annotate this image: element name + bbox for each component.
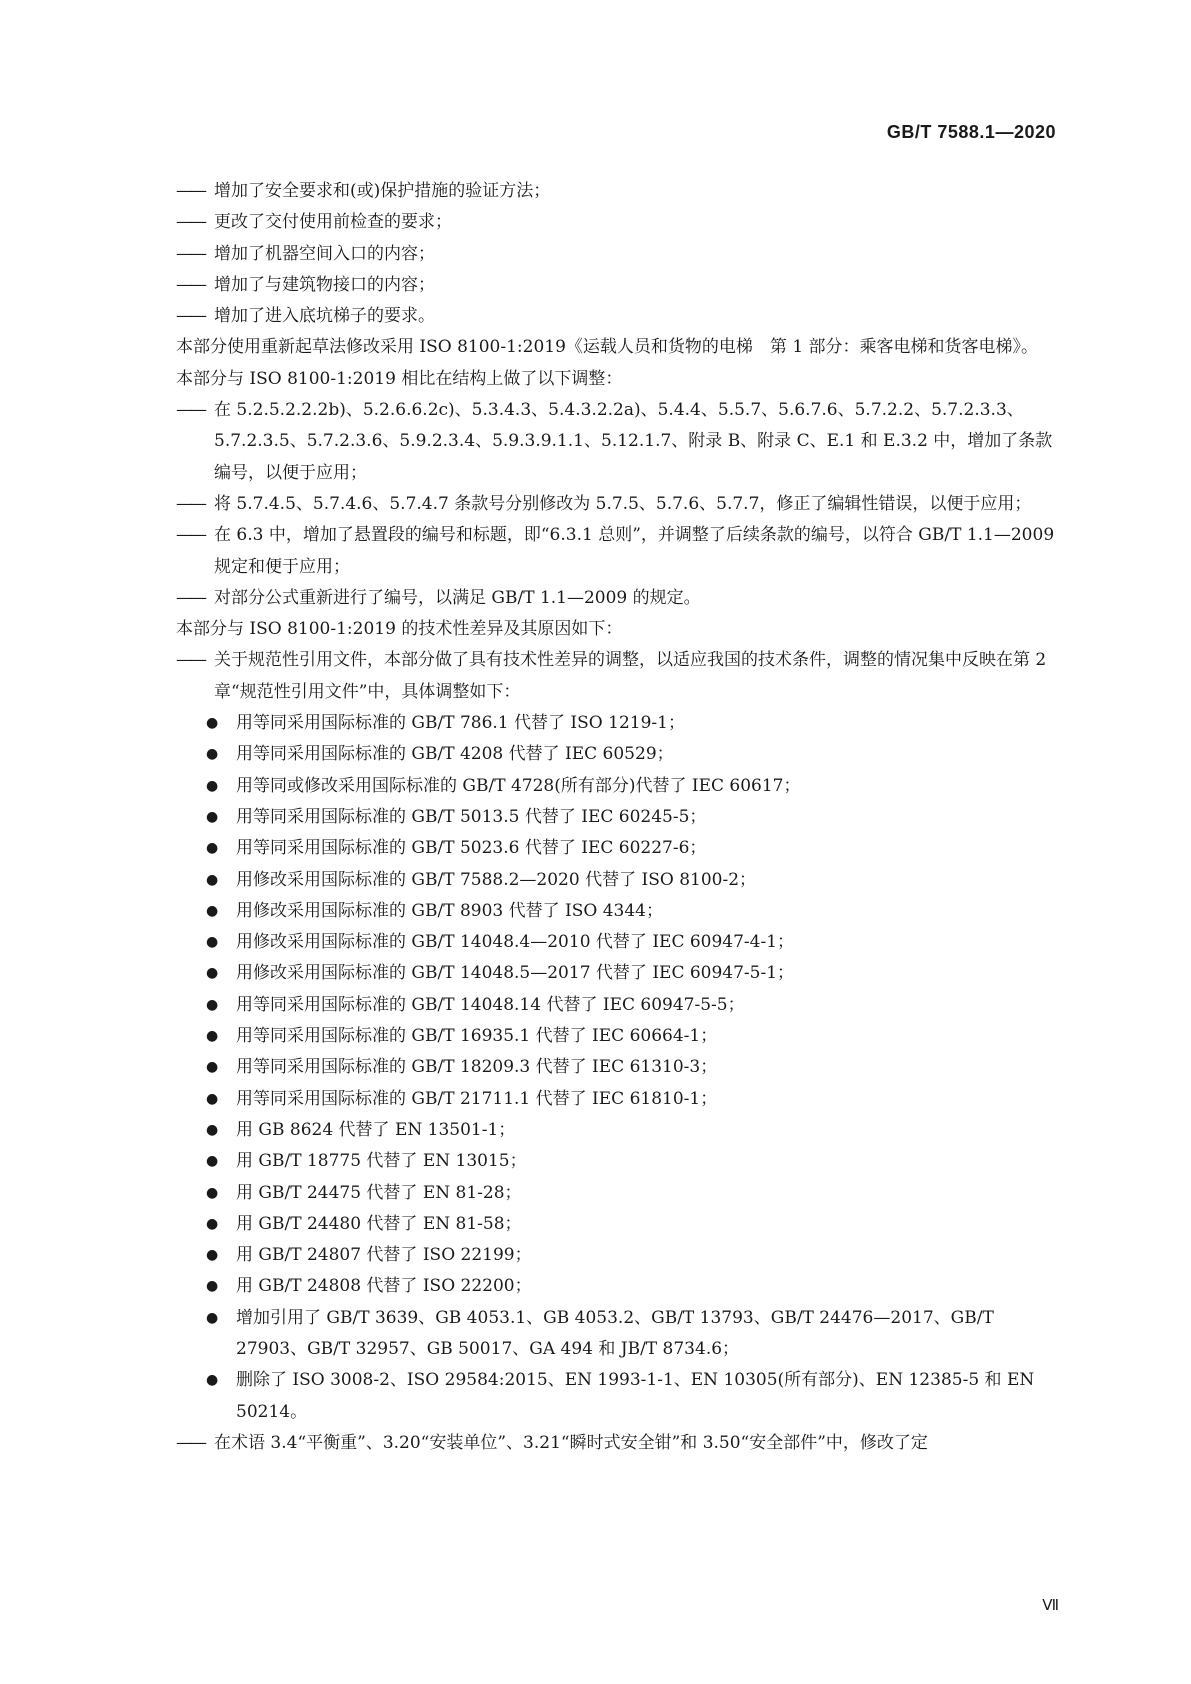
change-item-text: 增加了安全要求和(或)保护措施的验证方法；: [214, 181, 551, 201]
bullet-icon: ●: [206, 1215, 219, 1232]
bullet-icon: ●: [206, 1278, 219, 1295]
bullet-icon: ●: [206, 715, 219, 732]
structure-item: [176, 395, 1056, 489]
change-item: [176, 270, 1056, 301]
structure-item: [176, 489, 1056, 520]
dash-marker: ——: [176, 650, 204, 671]
reference-bullet: [206, 802, 1056, 833]
reference-bullet-text: 用修改采用国际标准的 GB/T 8903 代替了 ISO 4344；: [236, 900, 663, 921]
dash-marker: ——: [176, 274, 204, 295]
reference-bullet-text: 用等同采用国际标准的 GB/T 18209.3 代替了 IEC 61310-3；: [236, 1057, 718, 1078]
dash-marker: ——: [176, 306, 204, 327]
bullet-icon: ●: [206, 965, 219, 982]
reference-bullet-text: 用等同采用国际标准的 GB/T 5023.6 代替了 IEC 60227-6；: [236, 838, 707, 859]
structure-item-text: 在 6.3 中，增加了悬置段的编号和标题，即“6.3.1 总则”，并调整了后续条款的编号，以符合 GB/T 1.1—2009 规定和便于应用；: [214, 525, 1055, 577]
bullet-icon: ●: [206, 1247, 219, 1264]
reference-bullet: [206, 958, 1056, 989]
bullet-icon: ●: [206, 871, 219, 888]
bullet-icon: ●: [206, 777, 219, 794]
adoption-paragraph: 本部分使用重新起草法修改采用 ISO 8100-1:2019《运载人员和货物的电梯 第 1 部分：乘客电梯和货客电梯》。: [176, 337, 1039, 358]
reference-bullet-text: 用修改采用国际标准的 GB/T 7588.2—2020 代替了 ISO 8100-2；: [236, 869, 757, 890]
change-item: [176, 301, 1056, 332]
reference-bullet-text: 用修改采用国际标准的 GB/T 14048.5—2017 代替了 IEC 60947-5-1；: [236, 963, 795, 984]
reference-bullet-text: 用等同或修改采用国际标准的 GB/T 4728(所有部分)代替了 IEC 60617；: [236, 775, 801, 796]
reference-bullet: [206, 771, 1056, 802]
reference-bullet-text: 用 GB/T 24475 代替了 EN 81-28；: [236, 1182, 522, 1203]
structure-intro: 本部分与 ISO 8100-1:2019 相比在结构上做了以下调整：: [176, 368, 623, 389]
dash-marker: ——: [176, 493, 204, 514]
change-item-text: 增加了与建筑物接口的内容；: [214, 274, 435, 295]
reference-bullet: [206, 1052, 1056, 1083]
reference-bullet-text: 用 GB/T 18775 代替了 EN 13015；: [236, 1151, 527, 1172]
structure-adjustments-list: [176, 395, 1056, 614]
bullet-icon: ●: [206, 996, 219, 1013]
bullet-icon: ●: [206, 1059, 219, 1076]
reference-bullet-text: 删除了 ISO 3008-2、ISO 29584:2015、EN 1993-1-1、EN 10305(所有部分)、EN 12385-5 和 EN 50214。: [236, 1370, 1035, 1422]
change-item: [176, 207, 1056, 238]
page-body: [176, 176, 1056, 1459]
technical-difference-item: [176, 1428, 1056, 1459]
technical-difference-text: 关于规范性引用文件，本部分做了具有技术性差异的调整，以适应我国的技术条件，调整的情况集中反映在第 2 章“规范性引用文件”中，具体调整如下：: [214, 650, 1047, 702]
reference-bullet-text: 用 GB/T 24807 代替了 ISO 22199；: [236, 1245, 532, 1266]
change-item: [176, 239, 1056, 270]
bullet-icon: ●: [206, 902, 219, 919]
reference-bullet: [206, 1271, 1056, 1302]
reference-bullet: [206, 1365, 1056, 1428]
page-number: Ⅶ: [1042, 1598, 1059, 1614]
reference-bullets: [176, 708, 1056, 1428]
reference-bullet: [206, 1146, 1056, 1177]
bullet-icon: ●: [206, 1184, 219, 1201]
reference-bullet: [206, 1115, 1056, 1146]
bullet-icon: ●: [206, 746, 219, 763]
dash-marker: ——: [176, 181, 204, 201]
bullet-icon: ●: [206, 1153, 219, 1170]
reference-bullet-text: 用 GB/T 24480 代替了 EN 81-58；: [236, 1213, 522, 1234]
bullet-icon: ●: [206, 1090, 219, 1107]
dash-marker: ——: [176, 1432, 204, 1453]
reference-bullet-text: 用等同采用国际标准的 GB/T 16935.1 代替了 IEC 60664-1；: [236, 1026, 718, 1047]
reference-bullet: [206, 833, 1056, 864]
structure-item-text: 对部分公式重新进行了编号，以满足 GB/T 1.1—2009 的规定。: [214, 587, 701, 608]
dash-marker: ——: [176, 212, 204, 233]
bullet-icon: ●: [206, 1028, 219, 1045]
technical-difference-item: [176, 645, 1056, 708]
reference-bullet: [206, 739, 1056, 770]
standard-code: GB/T 7588.1—2020: [886, 122, 1056, 142]
reference-bullet: [206, 1209, 1056, 1240]
dash-marker: ——: [176, 525, 204, 546]
reference-bullet: [206, 990, 1056, 1021]
bullet-icon: ●: [206, 1121, 219, 1138]
reference-bullet: [206, 1240, 1056, 1271]
structure-item-text: 将 5.7.4.5、5.7.4.6、5.7.4.7 条款号分别修改为 5.7.5、5.7.6、5.7.7，修正了编辑性错误，以便于应用；: [214, 493, 1032, 514]
reference-bullet: [206, 708, 1056, 739]
bullet-icon: ●: [206, 840, 219, 857]
dash-marker: ——: [176, 400, 204, 421]
change-item-text: 增加了进入底坑梯子的要求。: [214, 306, 435, 327]
dash-marker: ——: [176, 587, 204, 608]
change-item-text: 增加了机器空间入口的内容；: [214, 243, 435, 264]
reference-bullet-text: 用等同采用国际标准的 GB/T 14048.14 代替了 IEC 60947-5-5；: [236, 994, 745, 1015]
reference-bullet-text: 用等同采用国际标准的 GB/T 786.1 代替了 ISO 1219-1；: [236, 713, 685, 734]
technical-intro: 本部分与 ISO 8100-1:2019 的技术性差异及其原因如下：: [176, 619, 623, 640]
reference-bullet: [206, 1021, 1056, 1052]
reference-bullet-text: 增加引用了 GB/T 3639、GB 4053.1、GB 4053.2、GB/T 13793、GB/T 24476—2017、GB/T 27903、GB/T 32957、GB 50017、GA 494 和 JB/T 8734.6；: [236, 1307, 994, 1359]
reference-bullet-text: 用 GB 8624 代替了 EN 13501-1；: [236, 1119, 516, 1140]
structure-item: [176, 520, 1056, 583]
reference-bullet: [206, 1084, 1056, 1115]
reference-bullet: [206, 896, 1056, 927]
reference-bullet-text: 用 GB/T 24808 代替了 ISO 22200；: [236, 1276, 532, 1297]
change-item-text: 更改了交付使用前检查的要求；: [214, 212, 452, 233]
reference-bullet: [206, 865, 1056, 896]
structure-item: [176, 583, 1056, 614]
bullet-icon: ●: [206, 934, 219, 951]
change-item: [176, 176, 1056, 207]
reference-bullet-text: 用等同采用国际标准的 GB/T 21711.1 代替了 IEC 61810-1；: [236, 1088, 718, 1109]
reference-bullet: [206, 1303, 1056, 1366]
bullet-icon: ●: [206, 1309, 219, 1326]
reference-bullet: [206, 927, 1056, 958]
bullet-icon: ●: [206, 1372, 219, 1389]
changes-list: [176, 176, 1056, 332]
bullet-icon: ●: [206, 808, 219, 825]
reference-bullet: [206, 1178, 1056, 1209]
reference-bullet-text: 用等同采用国际标准的 GB/T 5013.5 代替了 IEC 60245-5；: [236, 806, 707, 827]
dash-marker: ——: [176, 243, 204, 264]
reference-bullet-text: 用修改采用国际标准的 GB/T 14048.4—2010 代替了 IEC 60947-4-1；: [236, 932, 795, 953]
technical-difference-text: 在术语 3.4“平衡重”、3.20“安装单位”、3.21“瞬时式安全钳”和 3.50“安全部件”中，修改了定: [214, 1432, 928, 1453]
structure-item-text: 在 5.2.5.2.2.2b)、5.2.6.6.2c)、5.3.4.3、5.4.3.2.2a)、5.4.4、5.5.7、5.6.7.6、5.7.2.2、5.7.2.3.3、5.7.2.3.5、5.7.2.3.6、5.9.2.3.4、5.9.3.9.1.1、5.12.1.7、附录 B、附录 C、E.1 和 E.3.2 中，增加了条款编号，以便于应用；: [214, 400, 1053, 483]
reference-bullet-text: 用等同采用国际标准的 GB/T 4208 代替了 IEC 60529；: [236, 744, 674, 765]
